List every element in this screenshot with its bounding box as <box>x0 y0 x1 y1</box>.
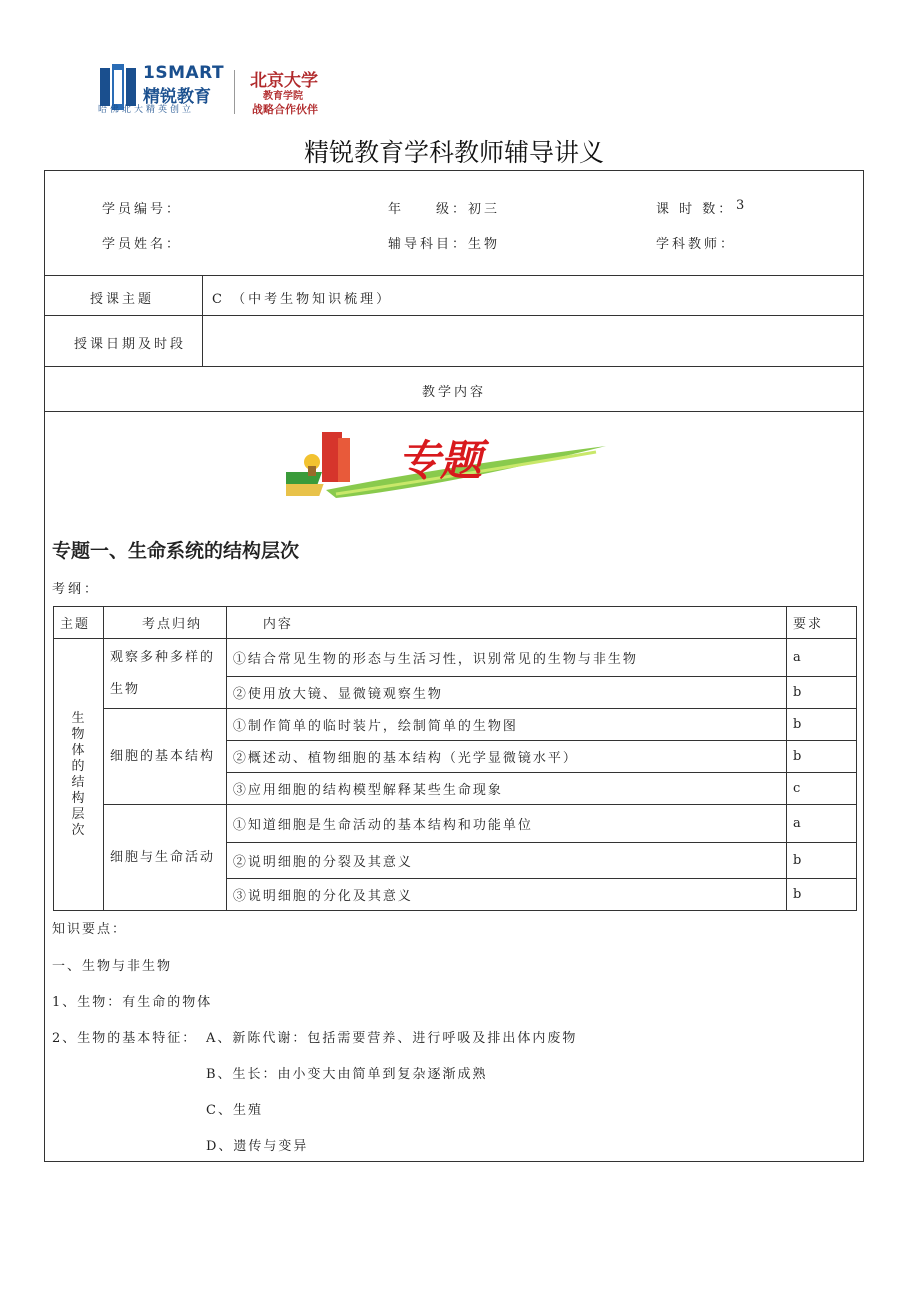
content-cell: ③说明细胞的分化及其意义 <box>226 879 786 911</box>
feature-line: D、遗传与变异 <box>206 1139 309 1154</box>
content-heading: 教学内容 <box>421 385 486 400</box>
brand-slogan: 哈佛北大精英创立 <box>98 105 195 115</box>
table-row <box>54 709 857 741</box>
outline-table <box>53 606 857 911</box>
feature-line: B、生长：由小变大由简单到复杂逐渐成熟 <box>206 1067 488 1082</box>
divider <box>44 411 864 412</box>
partner-role: 战略合作伙伴 <box>252 103 318 116</box>
topic-label: 授课主题 <box>90 292 155 307</box>
hours-value: 3 <box>736 198 748 213</box>
knowledge-item: 1、生物：有生命的物体 <box>52 995 213 1010</box>
student-name-label: 学员姓名： <box>102 237 183 252</box>
content-cell: ②说明细胞的分裂及其意义 <box>226 843 786 879</box>
table-row <box>54 805 857 843</box>
feature-line: A、新陈代谢：包括需要营养、进行呼吸及排出体内废物 <box>206 1031 578 1046</box>
brand-name-cn: 精锐教育 <box>143 87 211 107</box>
teacher-label: 学科教师： <box>656 237 737 252</box>
point-cell: 细胞的基本结构 <box>103 709 226 805</box>
grade-label: 年 级： <box>388 202 469 217</box>
content-cell: ②概述动、植物细胞的基本结构（光学显微镜水平） <box>226 741 786 773</box>
req-cell: c <box>787 773 857 805</box>
subject-value: 生物 <box>468 237 501 252</box>
theme-text: 生物体的结构层次 <box>71 710 87 838</box>
divider <box>44 315 864 316</box>
point-cell: 观察多种多样的生物 <box>103 639 226 709</box>
student-id-label: 学员编号： <box>102 202 183 217</box>
table-row <box>54 639 857 677</box>
knowledge-heading: 一、生物与非生物 <box>52 959 173 974</box>
req-cell: b <box>787 677 857 709</box>
outline-label: 考纲： <box>52 582 101 597</box>
theme-cell <box>54 639 104 911</box>
brand-name-en: 1SMART <box>143 63 225 83</box>
subject-label: 辅导科目： <box>388 237 469 252</box>
date-label: 授课日期及时段 <box>74 337 187 352</box>
partner-sub: 教育学院 <box>263 91 303 102</box>
logo-divider <box>234 70 235 114</box>
banner-title: 专题 <box>398 436 483 485</box>
content-cell: ③应用细胞的结构模型解释某些生命现象 <box>226 773 786 805</box>
header-theme: 主题 <box>54 607 104 639</box>
divider <box>44 275 864 276</box>
content-cell: ①结合常见生物的形态与生活习性，识别常见的生物与非生物 <box>226 639 786 677</box>
point-cell: 细胞与生命活动 <box>103 805 226 911</box>
req-cell: b <box>787 741 857 773</box>
req-cell: b <box>787 843 857 879</box>
grade-value: 初三 <box>468 202 501 217</box>
hours-label: 课 时 数： <box>656 202 735 217</box>
feature-line: C、生殖 <box>206 1103 263 1118</box>
req-cell: b <box>787 709 857 741</box>
content-cell: ①制作简单的临时装片，绘制简单的生物图 <box>226 709 786 741</box>
header-content: 内容 <box>226 607 786 639</box>
header-requirement: 要求 <box>787 607 857 639</box>
partner-name: 北京大学 <box>250 71 318 91</box>
content-cell: ①知道细胞是生命活动的基本结构和功能单位 <box>226 805 786 843</box>
header-point: 考点归纳 <box>103 607 226 639</box>
req-cell: a <box>787 805 857 843</box>
req-cell: a <box>787 639 857 677</box>
divider <box>202 275 203 366</box>
knowledge-item-prefix: 2、生物的基本特征： <box>52 1031 198 1046</box>
divider <box>44 366 864 367</box>
req-cell: b <box>787 879 857 911</box>
document-title: 精锐教育学科教师辅导讲义 <box>303 138 604 167</box>
table-header-row <box>54 607 857 639</box>
knowledge-label: 知识要点： <box>52 922 128 937</box>
section-title: 专题一、生命系统的结构层次 <box>52 540 300 562</box>
content-cell: ②使用放大镜、显微镜观察生物 <box>226 677 786 709</box>
topic-value: C （中考生物知识梳理） <box>212 292 393 307</box>
